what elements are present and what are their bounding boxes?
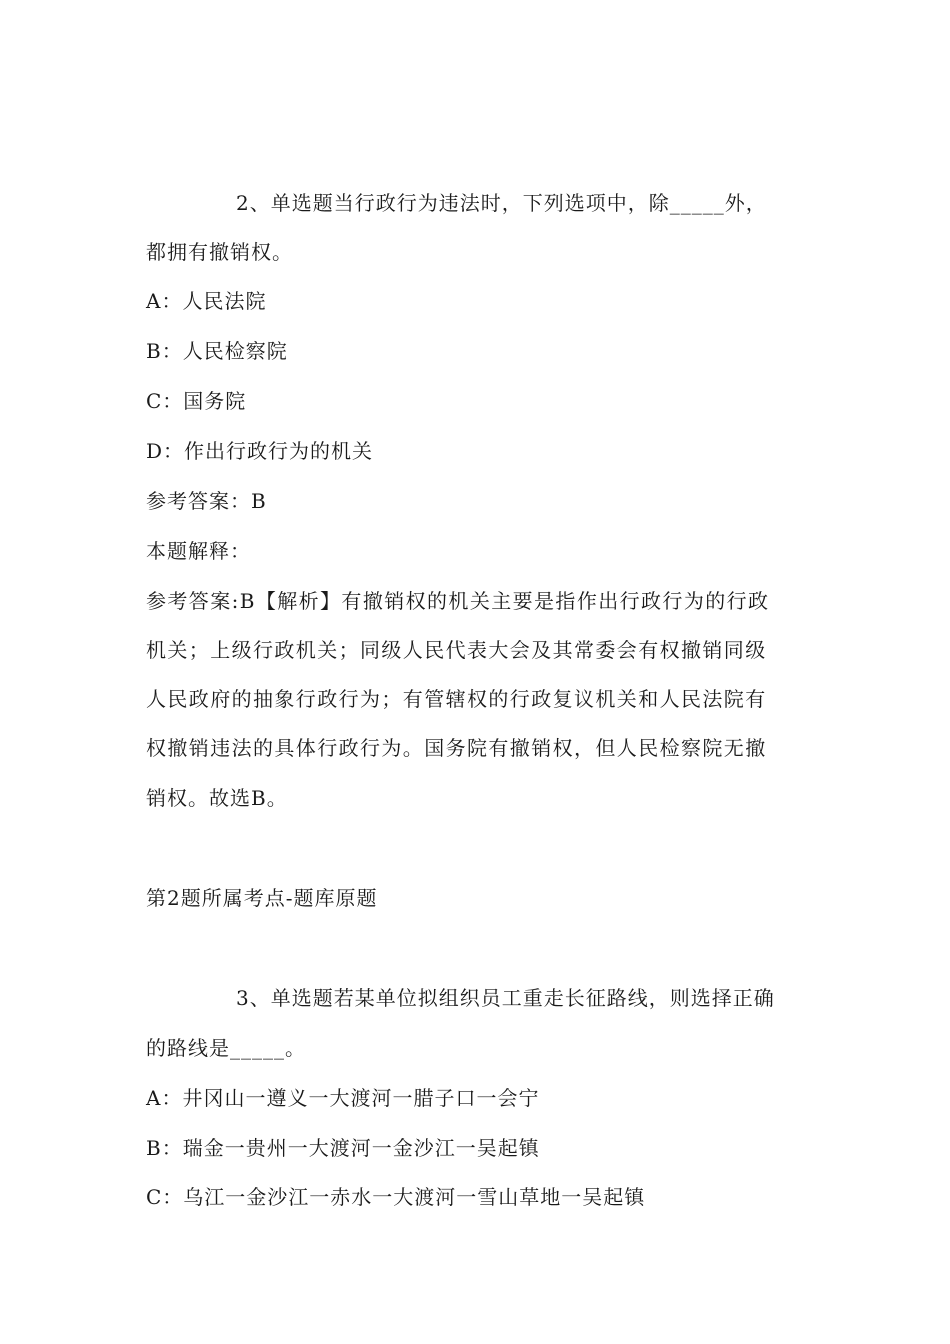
q3-option-b: B：瑞金一贵州一大渡河一金沙江一吴起镇 xyxy=(146,1136,540,1160)
q2-stem-line1: 2、单选题当行政行为违法时，下列选项中，除_____外， xyxy=(236,191,767,215)
q2-option-b: B：人民检察院 xyxy=(146,339,288,363)
q2-topic: 第2题所属考点-题库原题 xyxy=(146,886,378,910)
q2-explanation-line: 权撤销违法的具体行政行为。国务院有撤销权，但人民检察院无撤 xyxy=(146,736,767,760)
q2-answer: 参考答案：B xyxy=(146,489,267,513)
q3-stem-line2: 的路线是_____。 xyxy=(146,1036,306,1060)
q2-explanation-line: 机关；上级行政机关；同级人民代表大会及其常委会有权撤销同级 xyxy=(146,638,767,662)
q2-explanation-line: 销权。故选B。 xyxy=(146,786,288,810)
q2-explanation-heading: 本题解释： xyxy=(146,539,251,563)
q3-option-a: A：井冈山一遵义一大渡河一腊子口一会宁 xyxy=(146,1086,540,1110)
q2-explanation-line: 参考答案:B【解析】有撤销权的机关主要是指作出行政行为的行政 xyxy=(146,589,770,613)
q2-option-c: C：国务院 xyxy=(146,389,247,413)
q3-stem-line1: 3、单选题若某单位拟组织员工重走长征路线，则选择正确 xyxy=(236,986,775,1010)
q2-stem-line2: 都拥有撤销权。 xyxy=(146,240,293,264)
q2-option-d: D：作出行政行为的机关 xyxy=(146,439,374,463)
q2-explanation-line: 人民政府的抽象行政行为；有管辖权的行政复议机关和人民法院有 xyxy=(146,687,767,711)
q2-option-a: A：人民法院 xyxy=(146,289,267,313)
q3-option-c: C：乌江一金沙江一赤水一大渡河一雪山草地一吴起镇 xyxy=(146,1185,646,1209)
